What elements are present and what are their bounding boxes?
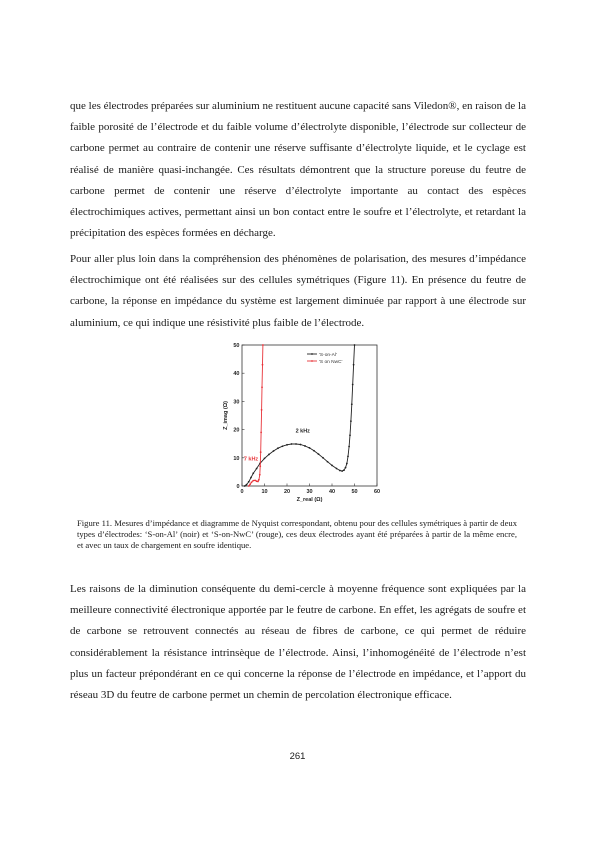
annotation-label: 7 kHz bbox=[243, 456, 259, 463]
data-point-series-1 bbox=[339, 470, 341, 472]
data-point-series-1 bbox=[282, 445, 284, 447]
x-tick-label: 30 bbox=[306, 489, 313, 495]
figure-caption: Figure 11. Mesures d’impédance et diagramme de Nyquist correspondant, obtenu pour des cellules symétriques à partir de deux types d’électrodes: ‘S-on-Al’ (noir) et ‘S-on-NwC’ (rouge), ces deux électrodes ayant été préparées à partir de la même encre, et avec un taux de chargement en soufre identique. bbox=[77, 518, 517, 551]
data-point-series-1 bbox=[256, 468, 258, 470]
data-point-series-1 bbox=[347, 455, 349, 457]
data-point-series-2 bbox=[248, 485, 250, 487]
body-paragraph-2: Pour aller plus loin dans la compréhension des phénomènes de polarisation, des mesures d’impédance électrochimique ont été réalisées sur des cellules symétriques (Figure 11). En présence du feutre de carbone, la réponse en impédance du système est largement diminuée par rapport à une électrode sur aluminium, ce qui indique une résistivité plus faible de l’électrode. bbox=[70, 253, 526, 329]
data-point-series-2 bbox=[259, 474, 261, 476]
y-tick-label: 0 bbox=[236, 484, 240, 490]
data-point-series-1 bbox=[244, 485, 246, 487]
data-point-series-1 bbox=[246, 484, 248, 486]
y-tick-label: 10 bbox=[233, 455, 240, 462]
data-point-series-1 bbox=[349, 434, 351, 436]
data-point-series-1 bbox=[346, 463, 348, 465]
x-tick-label: 60 bbox=[373, 489, 381, 495]
data-point-series-1 bbox=[304, 445, 306, 447]
x-tick-label: 20 bbox=[283, 489, 291, 495]
data-point-series-1 bbox=[313, 450, 315, 452]
legend-entry-1: 'S-on-Al' bbox=[319, 352, 337, 358]
y-axis-label: Z_imag (Ω) bbox=[223, 401, 229, 430]
data-point-series-2 bbox=[262, 364, 264, 366]
legend-entry-2: 'S on NwC' bbox=[319, 359, 343, 365]
y-tick-label: 30 bbox=[233, 399, 240, 406]
data-point-series-1 bbox=[343, 469, 345, 471]
data-point-series-1 bbox=[322, 457, 324, 459]
nyquist-figure bbox=[220, 340, 385, 505]
data-point-series-2 bbox=[260, 432, 262, 434]
data-point-series-1 bbox=[309, 447, 311, 449]
data-point-series-2 bbox=[257, 481, 259, 483]
data-point-series-1 bbox=[353, 364, 355, 366]
data-point-series-2 bbox=[261, 409, 263, 411]
data-point-series-2 bbox=[254, 479, 256, 481]
data-point-series-2 bbox=[260, 451, 262, 453]
legend-marker-2 bbox=[311, 360, 313, 362]
data-point-series-1 bbox=[350, 420, 352, 422]
x-tick-label: 10 bbox=[261, 489, 268, 495]
data-point-series-1 bbox=[286, 444, 288, 446]
data-point-series-1 bbox=[348, 446, 350, 448]
body-paragraph-3: Les raisons de la diminution conséquente du demi-cercle à moyenne fréquence sont expliquées par la meilleure connectivité électronique apportée par le feutre de carbone. En effet, les agrégats de soufre et de carbone se retrouvent connectés au réseau de fibres de carbone, ce qui permet de réduire considérablement la résistance intrinsèque de l’électrode. Ainsi, l’inhomogénéité de l’électrode n’est plus un facteur prépondérant en ce qui concerne la réponse de l’électrode en impédance, et l’apport du réseau 3D du feutre de carbone permet un chemin de percolation électronique efficace. bbox=[70, 583, 526, 702]
legend-marker-1 bbox=[311, 353, 313, 355]
data-point-series-1 bbox=[345, 467, 347, 469]
data-point-series-1 bbox=[331, 465, 333, 467]
data-point-series-2 bbox=[262, 344, 264, 346]
data-point-series-1 bbox=[354, 344, 356, 346]
data-point-series-1 bbox=[273, 450, 275, 452]
x-axis-label: Z_real (Ω) bbox=[296, 497, 323, 503]
annotation-label: 2 kHz bbox=[295, 428, 310, 435]
data-point-series-1 bbox=[341, 470, 343, 472]
data-point-series-1 bbox=[318, 453, 320, 455]
data-point-series-1 bbox=[295, 443, 297, 445]
data-point-series-2 bbox=[261, 386, 263, 388]
data-point-series-1 bbox=[336, 468, 338, 470]
data-point-series-2 bbox=[251, 481, 253, 483]
data-point-series-2 bbox=[258, 479, 260, 481]
data-point-series-1 bbox=[252, 472, 254, 474]
body-paragraph-1: que les électrodes préparées sur aluminium ne restituent aucune capacité sans Viledon®, en raison de la faible porosité de l’électrode et du faible volume d’électrolyte disponible, l’électrode sur collecteur de carbone permet au contraire de contenir une réserve suffisante d’électrolyte liquide, et le cyclage est réalisé de manière quasi-inchangée. Ces résultats démontrent que la structure poreuse du feutre de carbone permet de contenir une réserve d’électrolyte importante au contact des espèces électrochimiques actives, permettant ainsi un bon contact entre le soufre et l’électrolyte, et retardant la précipitation des espèces formées en décharge. bbox=[70, 100, 526, 240]
y-tick-label: 50 bbox=[233, 343, 240, 349]
x-tick-label: 40 bbox=[328, 489, 336, 495]
nyquist-chart bbox=[220, 340, 385, 505]
data-point-series-1 bbox=[291, 443, 293, 445]
data-point-series-1 bbox=[248, 481, 250, 483]
data-point-series-2 bbox=[252, 480, 254, 482]
page-number: 261 bbox=[289, 751, 306, 762]
x-tick-label: 50 bbox=[351, 489, 358, 495]
y-tick-label: 20 bbox=[233, 427, 240, 434]
data-point-series-1 bbox=[268, 454, 270, 456]
data-point-series-1 bbox=[277, 447, 279, 449]
data-point-series-2 bbox=[259, 465, 261, 467]
data-point-series-1 bbox=[264, 457, 266, 459]
data-point-series-1 bbox=[250, 477, 252, 479]
data-point-series-2 bbox=[249, 483, 251, 485]
data-point-series-1 bbox=[351, 403, 353, 405]
data-point-series-1 bbox=[352, 384, 354, 386]
x-tick-label: 0 bbox=[240, 489, 244, 495]
data-point-series-1 bbox=[327, 461, 329, 463]
series-line-2 bbox=[249, 345, 263, 486]
data-point-series-1 bbox=[300, 444, 302, 446]
y-tick-label: 40 bbox=[233, 371, 240, 378]
